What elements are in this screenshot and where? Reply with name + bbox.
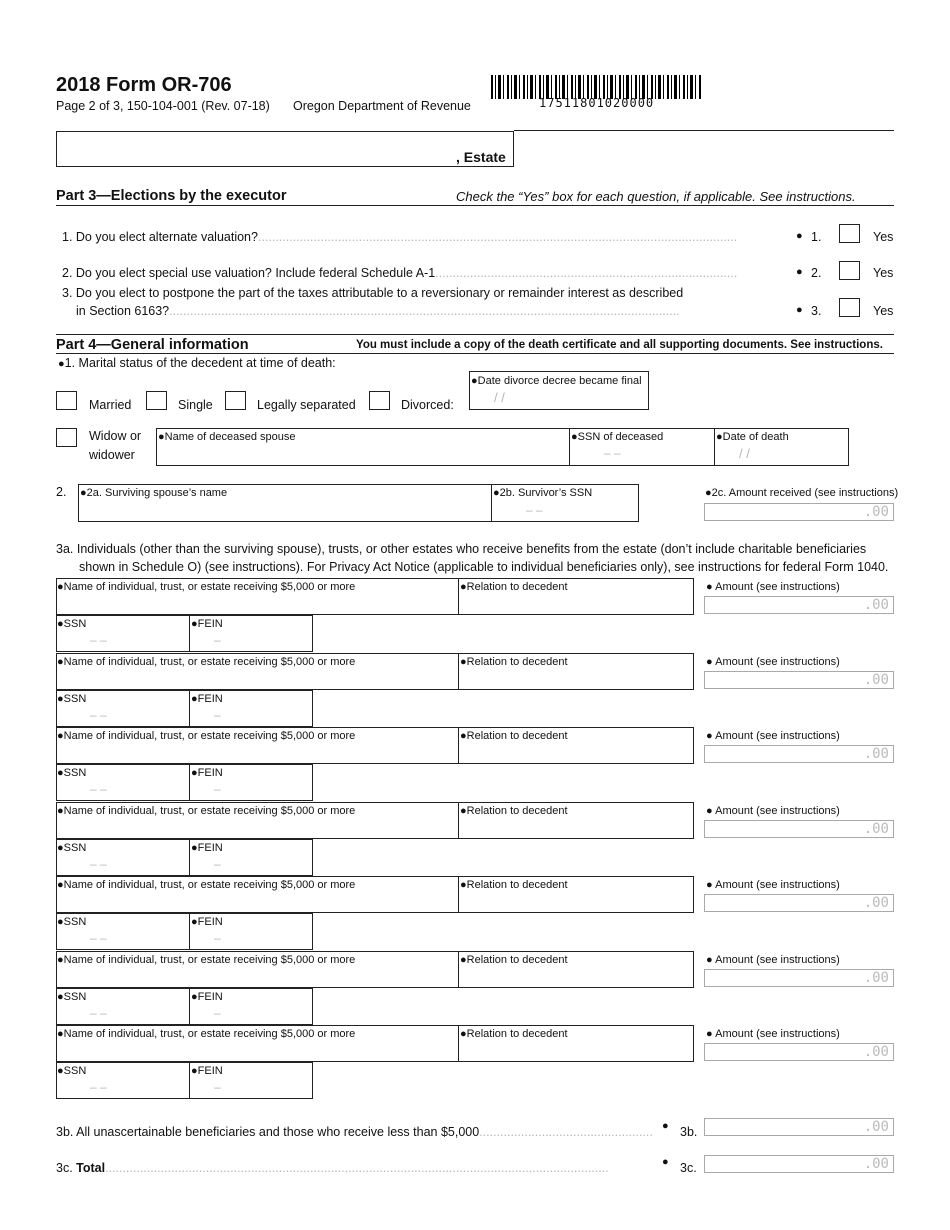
married-label: Married [89,398,132,412]
beneficiary-name-input[interactable] [57,745,457,763]
q1-text: 1. Do you elect alternate valuation?.......................................................................................................................................... [62,230,738,244]
part4-rule [56,353,894,354]
divorced-checkbox[interactable] [369,391,390,410]
beneficiary-amount-input[interactable]: .00 [704,1043,894,1061]
relation-label: ●Relation to decedent [460,879,568,891]
survivor-ssn-label: ●2b. Survivor’s SSN [493,487,593,499]
divorce-date-mask: / / [494,390,505,405]
relation-label: ●Relation to decedent [460,954,568,966]
fein-mask[interactable]: – [214,782,221,796]
fein-label: ●FEIN [191,991,223,1003]
beneficiary-name-label: ●Name of individual, trust, or estate receiving $5,000 or more [57,581,356,593]
fein-label: ●FEIN [191,618,223,630]
beneficiary-name-input[interactable] [57,969,457,987]
q3c-text: 3c. Total................................................................................................................................................. [56,1161,609,1175]
fein-mask[interactable]: – [214,633,221,647]
ssn-label: ●SSN [57,618,87,630]
q2-bullet: ● [796,266,803,278]
ssn-deceased-mask[interactable]: – – [604,446,621,460]
amount-received-label: ●2c. Amount received (see instructions) [705,487,899,499]
beneficiary-name-label: ●Name of individual, trust, or estate receiving $5,000 or more [57,805,356,817]
widow-label-1: Widow or [89,429,142,443]
q3a-text-2: shown in Schedule O) (see instructions). For Privacy Act Notice (applicable to individual beneficiaries only), see instructions for federal Form 1040. [79,560,889,574]
divider [189,764,190,801]
ssn-mask[interactable]: – – [90,1006,107,1020]
fein-mask[interactable]: – [214,931,221,945]
estate-label: , Estate [456,149,506,165]
fein-mask[interactable]: – [214,857,221,871]
married-checkbox[interactable] [56,391,77,410]
separated-label: Legally separated [257,398,356,412]
beneficiary-amount-input[interactable]: .00 [704,671,894,689]
q3c-total-input[interactable]: .00 [704,1155,894,1173]
single-checkbox[interactable] [146,391,167,410]
divider [189,913,190,950]
q1-marital-label: ●1. Marital status of the decedent at time of death: [58,356,336,370]
beneficiary-name-label: ●Name of individual, trust, or estate receiving $5,000 or more [57,1028,356,1040]
barcode-number: 17511801020000 [539,96,655,110]
relation-label: ●Relation to decedent [460,581,568,593]
beneficiary-name-input[interactable] [57,1043,457,1061]
ssn-mask[interactable]: – – [90,708,107,722]
q3b-amount-input[interactable]: .00 [704,1118,894,1136]
q3-bullet: ● [796,304,803,316]
ssn-mask[interactable]: – – [90,857,107,871]
ssn-label: ●SSN [57,916,87,928]
part4-top-rule [56,334,894,335]
q2-text: 2. Do you elect special use valuation? Include federal Schedule A-1....................................................................................... [62,266,738,280]
divorce-date-field[interactable] [469,371,649,410]
ssn-mask[interactable]: – – [90,633,107,647]
q3a-text-1: 3a. Individuals (other than the surviving spouse), trusts, or other estates who receive benefits from the estate (don’t include charitable beneficiaries [56,542,867,556]
q3-text-cont: in Section 6163?................................................................................................................................................... [76,304,680,318]
beneficiary-name-input[interactable] [57,820,457,838]
department-name: Oregon Department of Revenue [293,99,471,113]
q1-yes-label: Yes [873,230,894,244]
relation-input[interactable] [459,969,693,987]
beneficiary-amount-input[interactable]: .00 [704,596,894,614]
part4-title: Part 4—General information [56,337,249,353]
divider [189,615,190,652]
beneficiary-amount-input[interactable]: .00 [704,820,894,838]
q1-yes-checkbox[interactable] [839,224,860,243]
fein-mask[interactable]: – [214,1006,221,1020]
divider [491,484,492,522]
relation-input[interactable] [459,671,693,689]
amount-received-input[interactable]: .00 [704,503,894,521]
fein-label: ●FEIN [191,1065,223,1077]
beneficiary-amount-label: ● Amount (see instructions) [706,656,840,668]
q1-num: 1. [811,230,822,244]
fein-mask[interactable]: – [214,1080,221,1094]
q3-yes-checkbox[interactable] [839,298,860,317]
survivor-ssn-mask[interactable]: – – [526,503,543,517]
beneficiary-amount-label: ● Amount (see instructions) [706,879,840,891]
divider [189,839,190,876]
beneficiary-amount-label: ● Amount (see instructions) [706,730,840,742]
beneficiary-amount-input[interactable]: .00 [704,745,894,763]
q3-num: 3. [811,304,822,318]
divider [714,428,715,466]
surviving-spouse-input[interactable] [79,502,490,521]
divider [189,988,190,1025]
ssn-label: ●SSN [57,693,87,705]
q3c-bullet: ● [662,1156,669,1168]
beneficiary-amount-label: ● Amount (see instructions) [706,805,840,817]
part3-title: Part 3—Elections by the executor [56,188,287,204]
fein-label: ●FEIN [191,842,223,854]
beneficiary-amount-label: ● Amount (see instructions) [706,1028,840,1040]
ssn-mask[interactable]: – – [90,782,107,796]
q2-num: 2. [811,266,822,280]
single-label: Single [178,398,213,412]
divorced-label: Divorced: [401,398,454,412]
fein-label: ●FEIN [191,916,223,928]
date-of-death-mask[interactable]: / / [739,446,750,461]
fein-label: ●FEIN [191,693,223,705]
divider [569,428,570,466]
divider [189,1062,190,1099]
form-subtitle: Page 2 of 3, 150-104-001 (Rev. 07-18) [56,99,270,113]
date-of-death-label: ●Date of death [716,431,789,443]
widow-label-2: widower [89,448,135,462]
ssn-label: ●SSN [57,767,87,779]
beneficiary-name-label: ●Name of individual, trust, or estate receiving $5,000 or more [57,730,356,742]
beneficiary-name-input[interactable] [57,894,457,912]
surviving-spouse-label: ●2a. Surviving spouse’s name [80,487,228,499]
beneficiary-name-label: ●Name of individual, trust, or estate receiving $5,000 or more [57,879,356,891]
q2-num-label: 2. [56,485,67,499]
relation-input[interactable] [459,1043,693,1061]
relation-label: ●Relation to decedent [460,730,568,742]
beneficiary-name-input[interactable] [57,671,457,689]
q3-yes-label: Yes [873,304,894,318]
ssn-deceased-label: ●SSN of deceased [571,431,664,443]
q3b-bullet: ● [662,1120,669,1132]
estate-name-field[interactable] [56,131,514,167]
form-title: 2018 Form OR-706 [56,74,232,96]
relation-label: ●Relation to decedent [460,1028,568,1040]
widow-checkbox[interactable] [56,428,77,447]
part4-notice: You must include a copy of the death certificate and all supporting documents. See instructions. [356,339,883,351]
relation-label: ●Relation to decedent [460,656,568,668]
q3c-num: 3c. [680,1161,697,1175]
beneficiary-name-label: ●Name of individual, trust, or estate receiving $5,000 or more [57,954,356,966]
q3b-num: 3b. [680,1125,698,1139]
fein-label: ●FEIN [191,767,223,779]
q2-yes-checkbox[interactable] [839,261,860,280]
divider [189,690,190,727]
relation-input[interactable] [459,894,693,912]
fein-mask[interactable]: – [214,708,221,722]
header-rule [514,130,894,131]
beneficiary-amount-label: ● Amount (see instructions) [706,954,840,966]
ssn-label: ●SSN [57,991,87,1003]
ssn-mask[interactable]: – – [90,931,107,945]
deceased-spouse-label: ●Name of deceased spouse [158,431,296,443]
ssn-mask[interactable]: – – [90,1080,107,1094]
ssn-label: ●SSN [57,842,87,854]
q3-text: 3. Do you elect to postpone the part of the taxes attributable to a reversionary or remainder interest as described [62,286,684,300]
relation-label: ●Relation to decedent [460,805,568,817]
deceased-spouse-input[interactable] [157,446,568,465]
ssn-label: ●SSN [57,1065,87,1077]
part3-rule [56,205,894,206]
beneficiary-amount-input[interactable]: .00 [704,969,894,987]
q2-yes-label: Yes [873,266,894,280]
beneficiary-amount-label: ● Amount (see instructions) [706,581,840,593]
divorce-date-label: ●Date divorce decree became final [471,375,642,387]
q3b-text: 3b. All unascertainable beneficiaries and those who receive less than $5,000.................................................. [56,1125,653,1139]
beneficiary-name-label: ●Name of individual, trust, or estate receiving $5,000 or more [57,656,356,668]
relation-input[interactable] [459,820,693,838]
q1-bullet: ● [796,230,803,242]
part3-instructions: Check the “Yes” box for each question, if applicable. See instructions. [456,189,856,204]
beneficiary-name-input[interactable] [57,596,457,614]
relation-input[interactable] [459,745,693,763]
relation-input[interactable] [459,596,693,614]
beneficiary-amount-input[interactable]: .00 [704,894,894,912]
separated-checkbox[interactable] [225,391,246,410]
